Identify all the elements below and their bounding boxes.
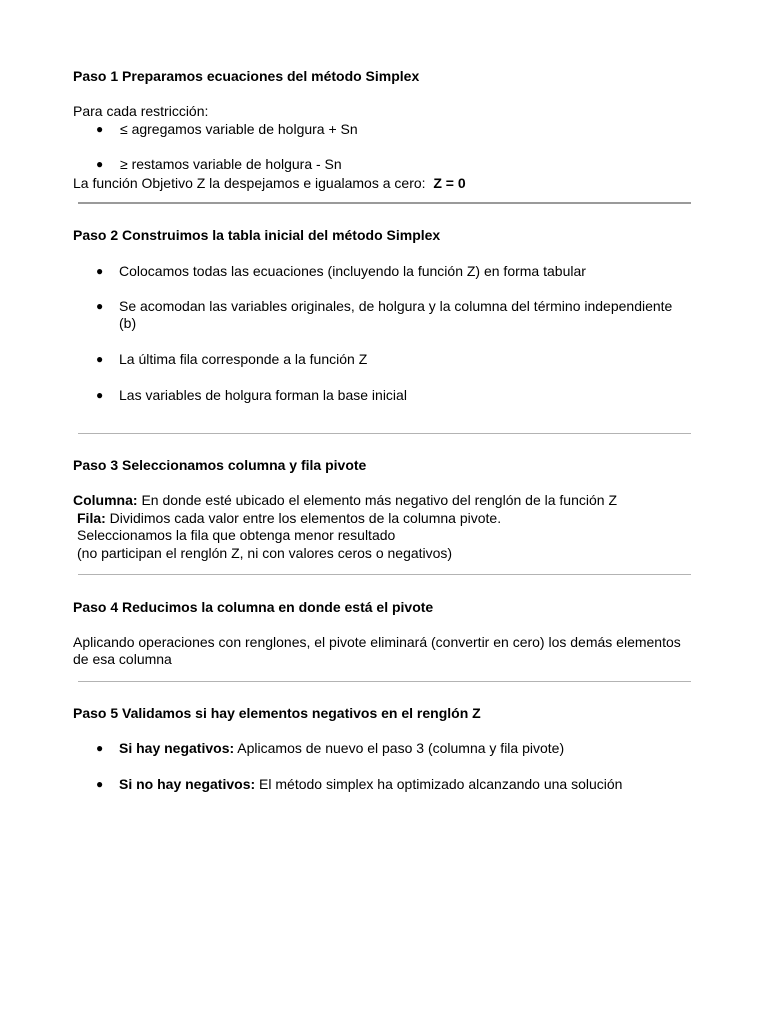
step1-objective xyxy=(73,175,466,192)
list-item xyxy=(0,776,768,793)
step5-heading: Paso 5 Validamos si hay elementos negativos en el renglón Z xyxy=(73,705,481,721)
columna-label: Columna: xyxy=(73,492,138,508)
list-item-text: Se acomodan las variables originales, de holgura y la columna del término independiente (b) xyxy=(119,298,673,331)
step1-intro: Para cada restricción: xyxy=(73,103,209,119)
list-item xyxy=(0,156,768,173)
list-item-body: El método simplex ha optimizado alcanzando una solución xyxy=(255,776,623,792)
step1-heading: Paso 1 Preparamos ecuaciones del método Simplex xyxy=(73,68,420,84)
list-item-text: Las variables de holgura forman la base inicial xyxy=(119,387,407,403)
columna-text: En donde esté ubicado el elemento más negativo del renglón de la función Z xyxy=(137,492,617,508)
bullet-icon: ● xyxy=(96,777,104,791)
list-item xyxy=(0,387,768,404)
step3-heading: Paso 3 Seleccionamos columna y fila pivote xyxy=(73,457,367,473)
step4-heading: Paso 4 Reducimos la columna en donde está el pivote xyxy=(73,599,434,615)
fila-text: Dividimos cada valor entre los elementos de la columna pivote. xyxy=(105,510,502,526)
list-item-text: ≥ restamos variable de holgura - Sn xyxy=(120,156,342,172)
step4-text-line1: Aplicando operaciones con renglones, el pivote eliminará (convertir en cero) los demás elementos xyxy=(73,634,681,650)
list-item xyxy=(0,263,768,280)
list-item-text: ≤ agregamos variable de holgura + Sn xyxy=(120,121,358,137)
list-item xyxy=(0,298,768,332)
bullet-icon: ● xyxy=(96,352,104,366)
fila-label: Fila: xyxy=(77,510,106,526)
list-item-text xyxy=(119,776,689,793)
step3-line3: Seleccionamos la fila que obtenga menor resultado xyxy=(77,527,396,543)
step3-fila xyxy=(77,510,501,527)
list-item-label: Si hay negativos: xyxy=(119,740,235,756)
step3-columna xyxy=(73,492,617,509)
list-item xyxy=(0,740,768,757)
divider xyxy=(78,202,691,204)
list-item-label: Si no hay negativos: xyxy=(119,776,256,792)
list-item-text: La última fila corresponde a la función Z xyxy=(119,351,368,367)
bullet-icon: ● xyxy=(96,264,104,278)
list-item xyxy=(0,351,768,368)
step4-text-line2: de esa columna xyxy=(73,651,172,667)
bullet-icon: ● xyxy=(96,122,104,136)
objective-equation: Z = 0 xyxy=(433,175,466,191)
step2-heading: Paso 2 Construimos la tabla inicial del método Simplex xyxy=(73,227,441,243)
divider xyxy=(78,681,691,682)
objective-text: La función Objetivo Z la despejamos e igualamos a cero: xyxy=(73,175,426,191)
bullet-icon: ● xyxy=(96,741,104,755)
divider xyxy=(78,574,691,575)
list-item-text xyxy=(119,740,689,757)
list-item xyxy=(0,121,768,138)
list-item-text: Colocamos todas las ecuaciones (incluyendo la función Z) en forma tabular xyxy=(119,263,586,279)
step3-line4: (no participan el renglón Z, ni con valores ceros o negativos) xyxy=(77,545,453,561)
divider xyxy=(78,433,691,434)
bullet-icon: ● xyxy=(96,388,104,402)
bullet-icon: ● xyxy=(96,299,104,313)
bullet-icon: ● xyxy=(96,157,104,171)
list-item-body: Aplicamos de nuevo el paso 3 (columna y fila pivote) xyxy=(234,740,565,756)
